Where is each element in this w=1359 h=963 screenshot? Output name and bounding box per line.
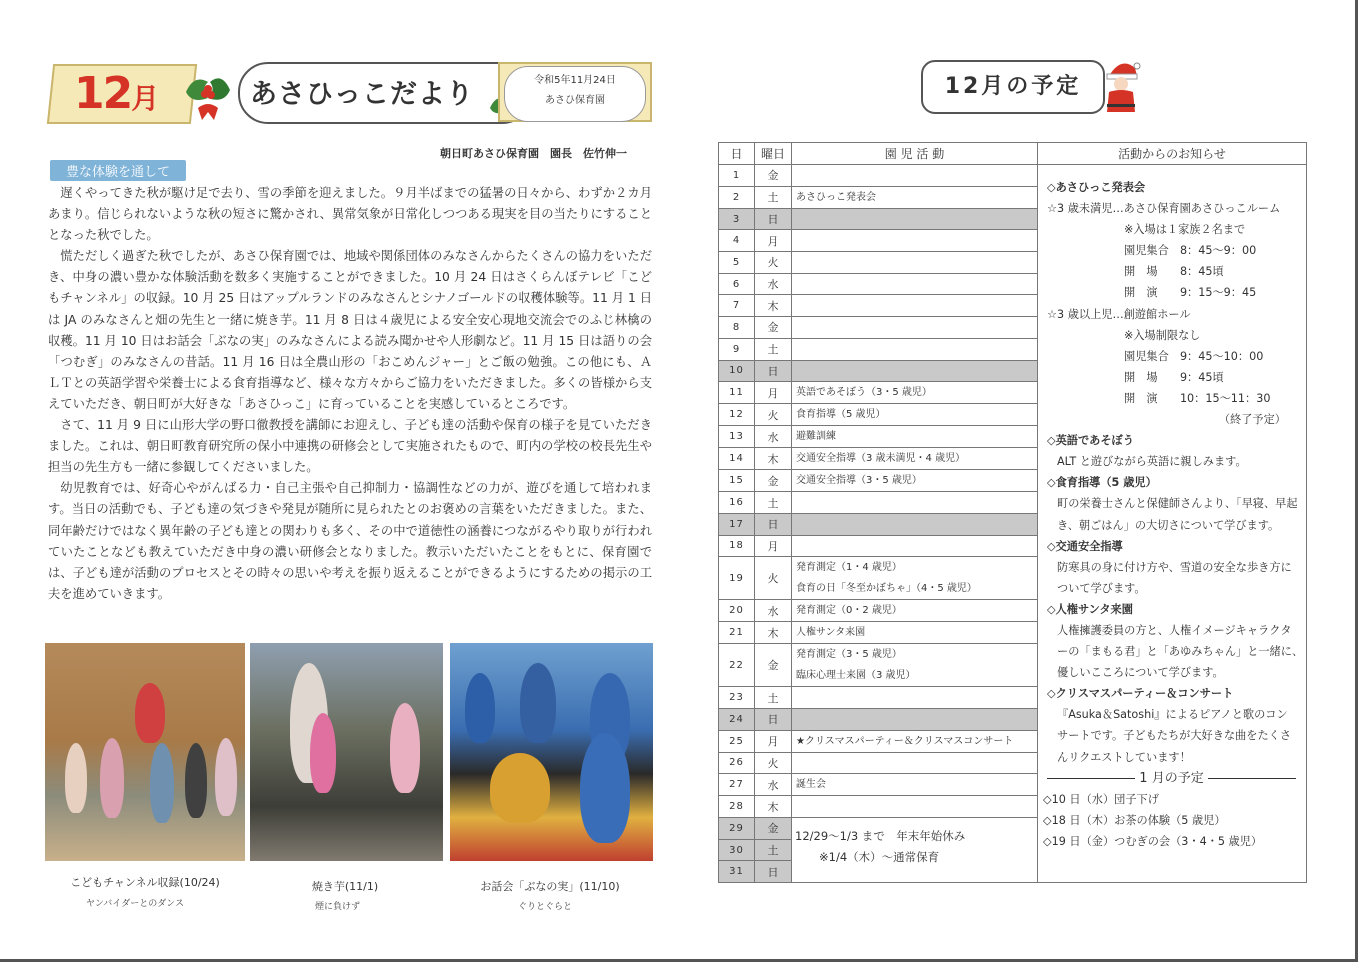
activity-text: 避難訓練 xyxy=(796,431,836,443)
day-cell: 25 xyxy=(719,730,755,752)
issue-date: 令和5年11月24日 xyxy=(534,75,616,86)
santa-icon xyxy=(1101,58,1141,114)
notice-list xyxy=(1038,165,1306,852)
notice-line: ◇英語であそぼう xyxy=(1047,434,1134,448)
activity-cell xyxy=(792,186,1038,208)
paragraph: 遅くやってきた秋が駆け足で去り、雪の季節を迎えました。９月半ばまでの猛暑の日々から、わずか２カ月あまり。信じられないような秋の短さに驚かされ、異常気象が日常化しつつある現実を目の当たりにすることとなった秋でした。 xyxy=(48,186,652,243)
january-item: ◇19 日（金）つむぎの会（3・4・5 歳児） xyxy=(1043,834,1263,848)
activity-cell xyxy=(792,404,1038,426)
activity-cell xyxy=(792,535,1038,557)
newsletter-banner xyxy=(50,58,650,128)
day-cell: 3 xyxy=(719,208,755,230)
notice-line: ALT と遊びながら英語に親しみます。 xyxy=(1057,455,1247,469)
photo-subcaption: ぐりとぐらと xyxy=(517,902,572,912)
year-end-line: 12/29～1/3 まで 年末年始休み xyxy=(795,829,966,843)
weekday-cell: 日 xyxy=(755,208,792,230)
day-cell: 12 xyxy=(719,404,755,426)
activity-cell xyxy=(792,600,1038,622)
day-cell: 11 xyxy=(719,382,755,404)
paragraph: さて、11 月 9 日に山形大学の野口徹教授を講師にお迎えし、子ども達の活動や保育の様子を見ていただきました。これは、朝日町教育研究所の保小中連携の研修会として実施されたもので、町内の学校の校長先生や担当の先生方も一緒に参観してくださいました。 xyxy=(48,418,652,475)
day-cell: 13 xyxy=(719,426,755,448)
header-day: 日 xyxy=(719,143,755,165)
notice-line: 人権擁護委員の方と、人権イメージキャラクタ xyxy=(1057,623,1292,637)
weekday-cell: 金 xyxy=(755,165,792,187)
notice-line: ☆3 歳未満児…あさひ保育園あさひっこルーム xyxy=(1047,202,1281,216)
weekday-cell: 金 xyxy=(755,644,792,687)
notice-line: ◇食育指導（5 歳児） xyxy=(1047,476,1157,490)
activity-cell xyxy=(792,774,1038,796)
notice-line: 優しいこころについて学びます。 xyxy=(1057,666,1224,680)
schedule-table xyxy=(718,142,1307,883)
activity-cell xyxy=(792,360,1038,382)
day-cell: 6 xyxy=(719,273,755,295)
activity-cell xyxy=(792,273,1038,295)
day-cell: 10 xyxy=(719,360,755,382)
weekday-cell: 木 xyxy=(755,622,792,644)
notice-line: き、朝ごはん」の大切さについて学びます。 xyxy=(1057,518,1280,532)
activity-text: 発育測定（3・5 歳児） xyxy=(796,649,902,661)
day-cell: 5 xyxy=(719,252,755,274)
notice-line: ◇人権サンタ来園 xyxy=(1047,602,1133,616)
activity-cell xyxy=(792,557,1038,600)
weekday-cell: 金 xyxy=(755,470,792,492)
day-cell: 4 xyxy=(719,230,755,252)
weekday-cell: 水 xyxy=(755,774,792,796)
day-cell: 30 xyxy=(719,839,755,861)
day-cell: 22 xyxy=(719,644,755,687)
activity-text: 食育の日「冬至かぼちゃ」（4・5 歳児） xyxy=(796,583,977,595)
notice-line: 防寒具の身に付け方や、雪道の安全な歩き方に xyxy=(1057,560,1292,574)
activity-cell xyxy=(792,644,1038,687)
weekday-cell: 水 xyxy=(755,273,792,295)
weekday-cell: 金 xyxy=(755,317,792,339)
activity-text: 臨床心理士来園（3 歳児） xyxy=(796,670,916,682)
notice-line: ※入場制限なし xyxy=(1124,328,1201,342)
photo-caption: 焼き芋(11/1) xyxy=(311,880,379,893)
weekday-cell: 土 xyxy=(755,186,792,208)
photo-caption: お話会「ぶなの実」(11/10) xyxy=(480,880,620,893)
header-notice: 活動からのお知らせ xyxy=(1038,143,1307,165)
day-cell: 8 xyxy=(719,317,755,339)
notice-line: サートです。子どもたちが大好きな曲をたくさ xyxy=(1057,729,1292,743)
day-cell: 17 xyxy=(719,513,755,535)
photo-baked-potato xyxy=(250,643,443,861)
notice-line: 園児集合 9：45～10：00 xyxy=(1124,349,1264,363)
paragraph: 慌ただしく過ぎた秋でしたが、あさひ保育園では、地域や関係団体のみなさんからたくさんの協力をいただき、中身の濃い豊かな体験活動を数多く実施することができました。10 月 24 日はさくらんぼテレビ「こどもチャンネル」の収録。10 月 25 日はアップルランドのみなさんとシナノゴールドの収穫体験等。11 月 1 日は JA のみなさんと畑の先生と一緒に焼き芋。11 月 8 日は４歳児による安全安心現地交流会でのふじ林檎の収穫。11 月 10 日はお話会「ぶなの実」のみなさんによる読み聞かせや人形劇など。11 月 15 日は語りの会「つむぎ」のみなさんの昔話。11 月 16 日は全農山形の「おこめんジャー」とご飯の勉強。この他にも、ＡＬＴとの英語学習や栄養士による食育指導など、様々な方々からご協力をいただきました。多くの皆様から支えていただき、朝日町が大好きな「あさひっこ」に育っていることを実感しているところです。 xyxy=(48,249,652,411)
weekday-cell: 日 xyxy=(755,513,792,535)
weekday-cell: 日 xyxy=(755,360,792,382)
notice-line: 町の栄養士さんと保健師さんより、「早寝、早起 xyxy=(1057,497,1298,511)
activity-cell xyxy=(792,492,1038,514)
day-cell: 24 xyxy=(719,708,755,730)
weekday-cell: 火 xyxy=(755,557,792,600)
month-number: 12月 xyxy=(74,68,158,119)
notice-line: んリクエストしています！ xyxy=(1057,750,1191,764)
notice-line: ◇あさひっこ発表会 xyxy=(1047,181,1146,194)
activity-text: 人権サンタ来園 xyxy=(796,627,866,639)
activity-cell xyxy=(792,513,1038,535)
activity-text: 交通安全指導（3・5 歳児） xyxy=(796,475,922,487)
author-line: 朝日町あさひ保育園 園長 佐竹伸一 xyxy=(440,147,627,160)
activity-text: 交通安全指導（3 歳未満児・4 歳児） xyxy=(796,453,966,465)
weekday-cell: 日 xyxy=(755,708,792,730)
notice-line: 開 場 9：45頃 xyxy=(1124,370,1224,384)
activity-cell xyxy=(792,426,1038,448)
notice-line: ☆3 歳以上児…創遊館ホール xyxy=(1047,307,1191,321)
notice-line: 開 演 9：15～9：45 xyxy=(1124,286,1257,300)
day-cell: 29 xyxy=(719,818,755,840)
day-cell: 19 xyxy=(719,557,755,600)
photo-subcaption: 煙に負けず xyxy=(314,902,360,912)
photo-caption: こどもチャンネル収録(10/24) xyxy=(70,876,220,889)
activity-cell xyxy=(792,295,1038,317)
holly-icon xyxy=(178,64,238,124)
weekday-cell: 土 xyxy=(755,687,792,709)
day-cell: 14 xyxy=(719,448,755,470)
weekday-cell: 月 xyxy=(755,230,792,252)
january-title: 1 月の予定 xyxy=(1139,770,1204,786)
activity-cell xyxy=(792,230,1038,252)
weekday-cell: 土 xyxy=(755,492,792,514)
january-header xyxy=(1047,768,1296,789)
activity-text: 発育測定（1・4 歳児） xyxy=(796,562,902,574)
header-weekday: 曜日 xyxy=(755,143,792,165)
weekday-cell: 土 xyxy=(755,338,792,360)
day-cell: 26 xyxy=(719,752,755,774)
activity-cell xyxy=(792,165,1038,187)
activity-text: 英語であそぼう（3・5 歳児） xyxy=(796,387,932,399)
activity-cell xyxy=(792,448,1038,470)
day-cell: 1 xyxy=(719,165,755,187)
issue-date-box xyxy=(504,66,646,122)
newsletter-title: あさひっこだより xyxy=(250,79,474,110)
notice-column xyxy=(1038,165,1307,883)
notice-line: ついて学びます。 xyxy=(1057,581,1146,595)
weekday-cell: 土 xyxy=(755,839,792,861)
notice-line: 開 演 10：15～11：30 xyxy=(1124,391,1271,405)
year-end-line: ※1/4（木）～通常保育 xyxy=(819,850,940,864)
weekday-cell: 木 xyxy=(755,448,792,470)
activity-text: あさひっこ発表会 xyxy=(796,191,876,203)
weekday-cell: 金 xyxy=(755,818,792,840)
article-body xyxy=(48,183,652,605)
weekday-cell: 火 xyxy=(755,404,792,426)
activity-cell xyxy=(792,208,1038,230)
january-item: ◇10 日（水）団子下げ xyxy=(1043,792,1159,806)
weekday-cell: 月 xyxy=(755,535,792,557)
weekday-cell: 日 xyxy=(755,861,792,883)
activity-cell xyxy=(792,338,1038,360)
header-activity: 園 児 活 動 xyxy=(792,143,1038,165)
weekday-cell: 火 xyxy=(755,752,792,774)
activity-cell xyxy=(792,470,1038,492)
weekday-cell: 水 xyxy=(755,426,792,448)
day-cell: 31 xyxy=(719,861,755,883)
activity-text: ★クリスマスパーティー＆クリスマスコンサート xyxy=(796,735,1014,747)
weekday-cell: 木 xyxy=(755,295,792,317)
day-cell: 15 xyxy=(719,470,755,492)
paragraph: 幼児教育では、好奇心やがんばる力・自己主張や自己抑制力・協調性などの力が、遊びを通して培われます。当日の活動でも、子ども達の気づきや発見が随所に見られたとのお褒めの言葉をいただきました。また、同年齢だけではなく異年齢の子ども達との関わりも多く、その中で道徳性の涵養につながるやり取りが行われていたことなども教えていただき中身の濃い研修会となりました。教示いただいたことをもとに、保育園では、子ども達が活動のプロセスとその時々の思いや考えを振り返えることができるようにするための掲示の工夫を進めていきます。 xyxy=(48,481,652,601)
notice-line: 園児集合 8：45～9：00 xyxy=(1124,244,1257,258)
activity-cell xyxy=(792,382,1038,404)
notice-line: ーの「まもる君」と「あゆみちゃん」と一緒に、 xyxy=(1057,645,1304,659)
day-cell: 16 xyxy=(719,492,755,514)
notice-line: ※入場は１家族２名まで xyxy=(1124,223,1246,237)
year-end-holiday xyxy=(795,826,965,868)
weekday-cell: 水 xyxy=(755,600,792,622)
notice-line: ◇交通安全指導 xyxy=(1047,539,1123,553)
activity-cell xyxy=(792,752,1038,774)
day-cell: 28 xyxy=(719,796,755,818)
weekday-cell: 火 xyxy=(755,252,792,274)
activity-text: 食育指導（5 歳児） xyxy=(796,409,886,421)
notice-line: 『Asuka＆Satoshi』によるピアノと歌のコン xyxy=(1057,708,1288,722)
day-cell: 20 xyxy=(719,600,755,622)
notice-line: 開 場 8：45頃 xyxy=(1124,265,1224,279)
weekday-cell: 木 xyxy=(755,796,792,818)
day-cell: 7 xyxy=(719,295,755,317)
day-cell: 18 xyxy=(719,535,755,557)
activity-text: 発育測定（0・2 歳児） xyxy=(796,605,902,617)
activity-cell xyxy=(792,708,1038,730)
day-cell: 23 xyxy=(719,687,755,709)
notice-line: （終了予定） xyxy=(1218,413,1286,427)
weekday-cell: 月 xyxy=(755,730,792,752)
schedule-row xyxy=(719,165,1307,187)
photo-storytelling xyxy=(450,643,653,861)
activity-text: 誕生会 xyxy=(796,779,826,791)
notice-line: ◇クリスマスパーティー＆コンサート xyxy=(1047,687,1234,701)
activity-cell xyxy=(792,317,1038,339)
schedule-title: 12月の予定 xyxy=(921,60,1105,114)
january-item: ◇18 日（木）お茶の体験（5 歳児） xyxy=(1043,813,1226,827)
activity-cell xyxy=(792,730,1038,752)
day-cell: 21 xyxy=(719,622,755,644)
day-cell: 27 xyxy=(719,774,755,796)
photo-subcaption: ヤンバイダーとのダンス xyxy=(85,899,185,909)
activity-cell xyxy=(792,687,1038,709)
day-cell: 2 xyxy=(719,186,755,208)
activity-cell xyxy=(792,796,1038,818)
activity-cell xyxy=(792,252,1038,274)
day-cell: 9 xyxy=(719,338,755,360)
section-label: 豊な体験を通して xyxy=(50,160,186,181)
activity-cell xyxy=(792,622,1038,644)
issuer: あさひ保育園 xyxy=(545,95,605,106)
weekday-cell: 月 xyxy=(755,382,792,404)
photo-tv-recording xyxy=(45,643,245,861)
